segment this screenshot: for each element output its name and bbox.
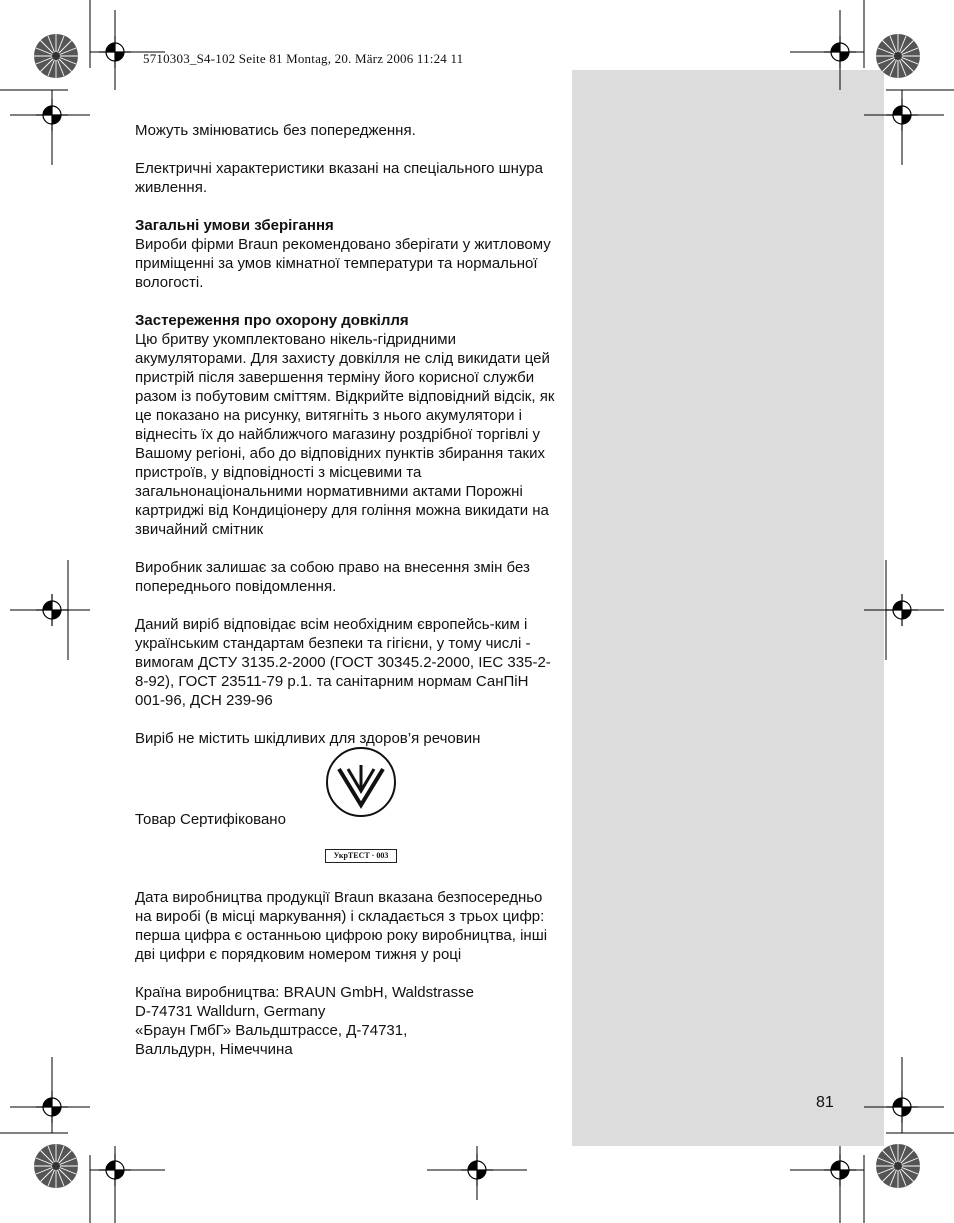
ukrtest-certification-icon (324, 745, 398, 819)
manufacturer-line: Валльдурн, Німеччина (135, 1041, 293, 1058)
paragraph-changes: Виробник залишає за собою право на внесення змін без попереднього повідомлення. (135, 559, 530, 595)
paragraph-manufacturer (135, 983, 560, 1059)
section-storage (135, 216, 560, 292)
paragraph-notice: Можуть змінюватись без попередження. (135, 122, 416, 139)
storage-heading: Загальні умови зберігання (135, 217, 334, 234)
document-body (135, 121, 560, 1078)
section-environment (135, 311, 560, 539)
environment-heading: Застереження про охорону довкілля (135, 312, 409, 329)
page-number: 81 (816, 1094, 834, 1111)
paragraph-harmless: Виріб не містить шкідливих для здоров’я речовин (135, 730, 481, 747)
print-slug: 5710303_S4-102 Seite 81 Montag, 20. März 2006 11:24 11 (143, 51, 464, 66)
manufacturer-line: «Браун ГмбГ» Вальдштрассе, Д-74731, (135, 1022, 408, 1039)
paragraph-production-date: Дата виробництва продукції Braun вказана безпосередньо на виробі (в місці маркування) і складається з трьох цифр: перша цифра є останньою цифрою року виробництва, інші дві цифри є порядковим номером тижня у році (135, 889, 548, 963)
manufacturer-line: D-74731 Walldurn, Germany (135, 1003, 326, 1020)
manufacturer-line: Країна виробництва: BRAUN GmbH, Waldstrasse (135, 984, 474, 1001)
certification-block (135, 767, 560, 869)
paragraph-standards: Даний виріб відповідає всім необхідним європейсь-ким і українським стандартам безпеки та гігієни, у тому числі - вимогам ДСТУ 3135.2-2000 (ГОСТ 30345.2-2000, IEC 335-2-8-92), ГОСТ 23511-79 р.1. та санітарним нормам СанПіН 001-96, ДСН 239-96 (135, 616, 551, 709)
paragraph-electrical: Електричні характеристики вказані на спеціального шнура живлення. (135, 160, 543, 196)
environment-body: Цю бритву укомплектовано нікель-гідридними акумуляторами. Для захисту довкілля не слід викидати цей пристрій після завершення терміну його корисної служби разом із побутовим сміттям. Відкрийте відповідний відсік, як це показано на рисунку, витягніть з нього акумулятори і віднесіть їх до найближчого магазину роздрібної торгівлі у Вашому регіоні, або до відповідних пунктів збирання таких пристроїв, у відповідності з місцевими та загальнонаціональними нормативними актами Порожні картриджі від Кондиціонеру для гоління можна викидати на звичайний смітник (135, 331, 555, 538)
certification-code: УкрТЕСТ · 003 (325, 849, 397, 863)
storage-body: Вироби фірми Braun рекомендовано зберігати у житловому приміщенні за умов кімнатної температури та нормальної вологості. (135, 236, 551, 291)
certified-label: Товар Сертифіковано (135, 811, 286, 828)
